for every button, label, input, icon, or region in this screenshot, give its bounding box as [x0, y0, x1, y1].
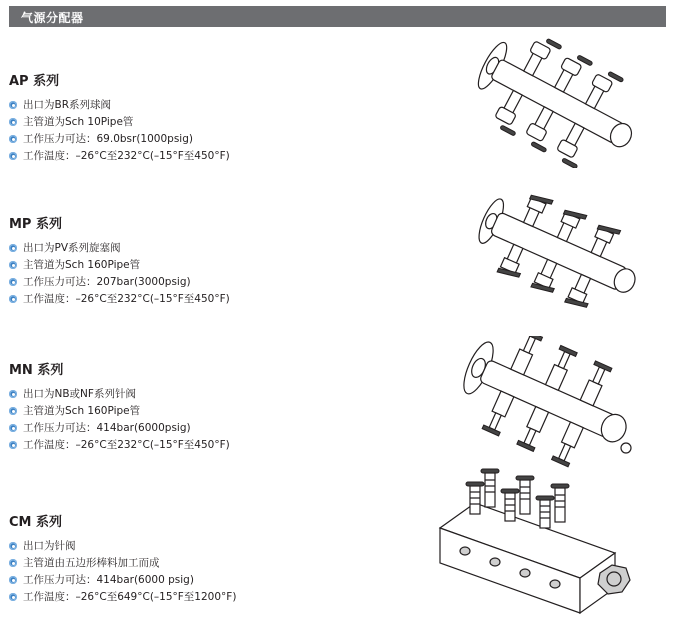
bullet-dot-icon: [9, 101, 17, 109]
bullet-dot-icon: [9, 152, 17, 160]
spec-item: [9, 97, 230, 114]
bullet-dot-icon: [9, 576, 17, 584]
spec-item: [9, 420, 230, 437]
bullet-dot-icon: [9, 295, 17, 303]
series-title: CM 系列: [9, 515, 63, 530]
spec-text: 主管道为Sch 10Pipe管: [23, 116, 134, 128]
bullet-dot-icon: [9, 278, 17, 286]
series-cm: [9, 511, 236, 606]
spec-item: [9, 386, 230, 403]
spec-item: [9, 555, 236, 572]
spec-item: [9, 114, 230, 131]
spec-text: 主管道由五边形棒料加工而成: [23, 557, 160, 569]
spec-text: 工作压力可达：414bar(6000psig): [23, 422, 191, 434]
bullet-dot-icon: [9, 261, 17, 269]
spec-item: [9, 589, 236, 606]
bullet-dot-icon: [9, 542, 17, 550]
spec-item: [9, 291, 230, 308]
cm-manifold-illustration: [430, 468, 640, 618]
ap-manifold-illustration: [452, 38, 652, 168]
bullet-dot-icon: [9, 424, 17, 432]
series-mn: [9, 359, 230, 454]
series-title: MN 系列: [9, 363, 64, 378]
spec-list: [9, 97, 230, 165]
spec-text: 工作温度：–26°C至232°C(–15°F至450°F): [23, 439, 230, 451]
spec-item: [9, 572, 236, 589]
bullet-dot-icon: [9, 135, 17, 143]
spec-text: 出口为针阀: [23, 540, 76, 552]
section-title: 气源分配器: [21, 11, 84, 25]
bullet-dot-icon: [9, 390, 17, 398]
spec-text: 工作压力可达：414bar(6000 psig): [23, 574, 194, 586]
spec-item: [9, 437, 230, 454]
spec-text: 工作压力可达：207bar(3000psig): [23, 276, 191, 288]
bullet-dot-icon: [9, 118, 17, 126]
spec-text: 工作压力可达：69.0bsr(1000psig): [23, 133, 193, 145]
spec-list: [9, 240, 230, 308]
spec-text: 工作温度：–26°C至232°C(–15°F至450°F): [23, 150, 230, 162]
mn-manifold-illustration: [440, 336, 650, 471]
spec-list: [9, 538, 236, 606]
bullet-dot-icon: [9, 441, 17, 449]
spec-list: [9, 386, 230, 454]
spec-item: [9, 538, 236, 555]
series-title: MP 系列: [9, 217, 62, 232]
bullet-dot-icon: [9, 593, 17, 601]
spec-text: 工作温度：–26°C至232°C(–15°F至450°F): [23, 293, 230, 305]
spec-item: [9, 240, 230, 257]
spec-text: 出口为PV系列旋塞阀: [23, 242, 121, 254]
spec-item: [9, 131, 230, 148]
spec-text: 主管道为Sch 160Pipe管: [23, 405, 141, 417]
bullet-dot-icon: [9, 407, 17, 415]
series-mp: [9, 213, 230, 308]
spec-text: 主管道为Sch 160Pipe管: [23, 259, 141, 271]
series-title: AP 系列: [9, 74, 60, 89]
spec-item: [9, 274, 230, 291]
bullet-dot-icon: [9, 559, 17, 567]
spec-text: 出口为BR系列球阀: [23, 99, 111, 111]
spec-item: [9, 148, 230, 165]
mp-manifold-illustration: [455, 190, 655, 320]
spec-text: 工作温度：–26°C至649°C(–15°F至1200°F): [23, 591, 237, 603]
spec-item: [9, 403, 230, 420]
bullet-dot-icon: [9, 244, 17, 252]
series-ap: [9, 70, 230, 165]
spec-item: [9, 257, 230, 274]
section-header-bar: [9, 6, 666, 27]
spec-text: 出口为NB或NF系列针阀: [23, 388, 136, 400]
